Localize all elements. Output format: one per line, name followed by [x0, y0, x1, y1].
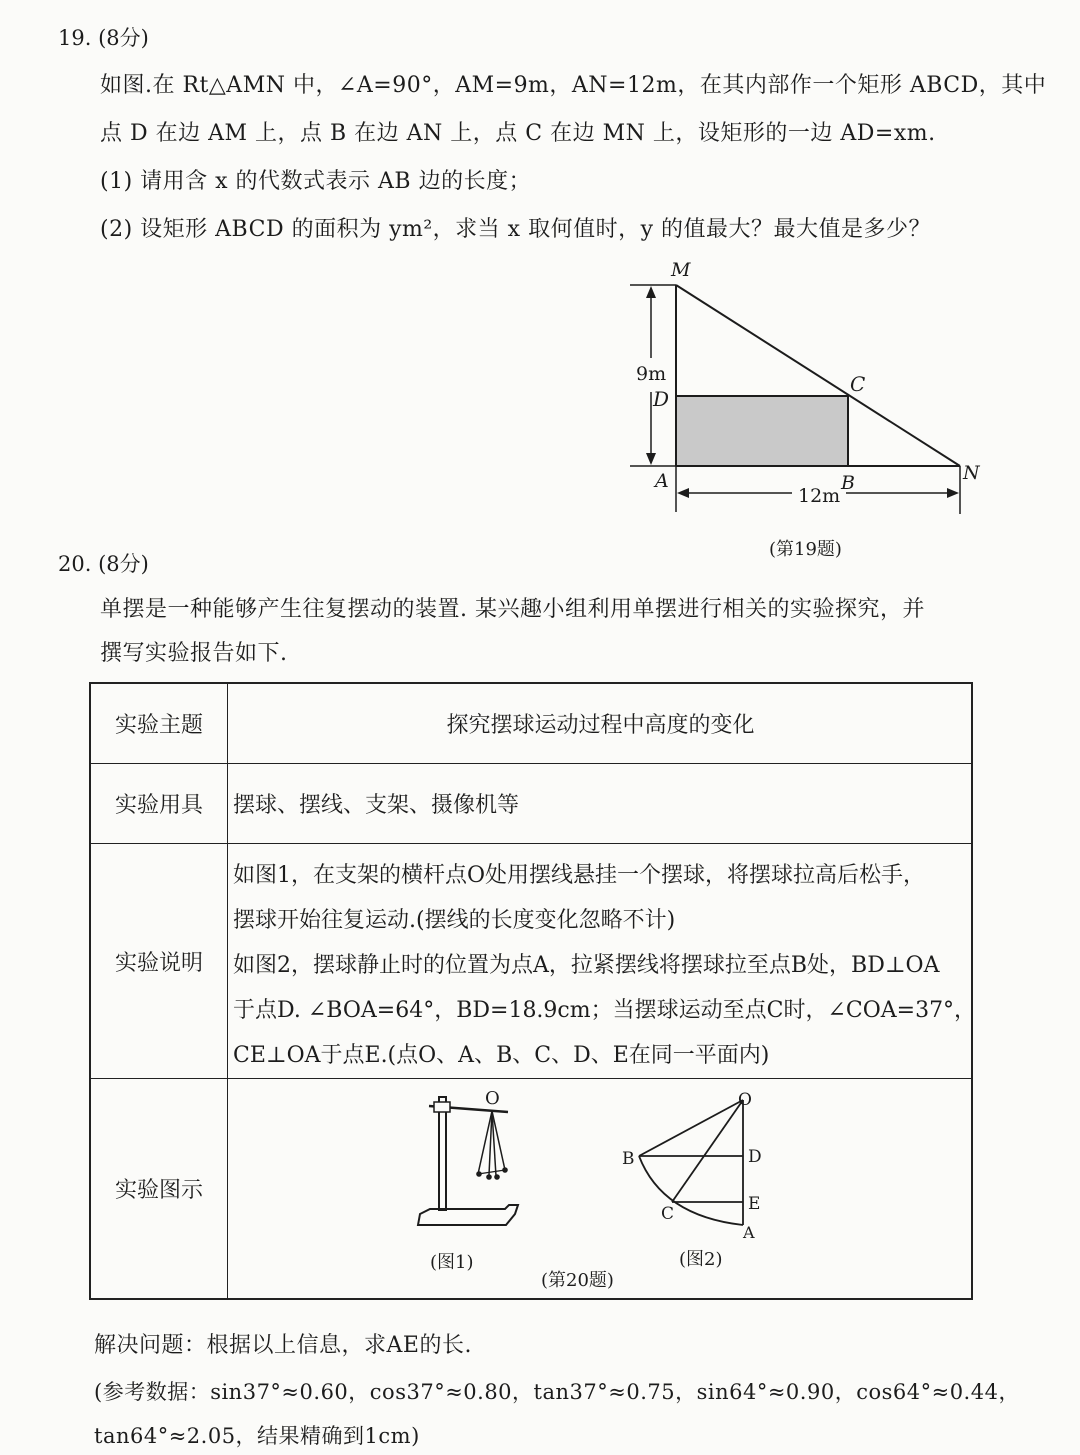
ball-2 [486, 1174, 492, 1180]
q19-triangle-figure [600, 250, 1020, 560]
q19-text-line-1: 如图.在 Rt△AMN 中，∠A=90°，AM=9m，AN=12m，在其内部作一个矩形 ABCD，其中 [100, 73, 1047, 98]
q20-intro-line-2: 撰写实验报告如下. [100, 641, 288, 666]
q19-part-1: (1) 请用含 x 的代数式表示 AB 边的长度； [100, 169, 532, 194]
row-tools [91, 764, 971, 844]
tools-value: 摆球、摆线、支架、摄像机等 [233, 793, 520, 818]
fig2-label-c: C [661, 1204, 675, 1224]
dim-arrow-up-head [646, 286, 656, 298]
fig2-label-e: E [748, 1194, 761, 1214]
desc-content [230, 844, 977, 1078]
fig2-label-b: B [622, 1149, 635, 1169]
ball-1 [476, 1171, 482, 1177]
stand-pole [439, 1097, 446, 1210]
q20-number: 20. [58, 552, 92, 576]
desc-line-4: 于点D. ∠BOA=64°，BD=18.9cm；当摆球运动至点C时，∠COA=37°， [233, 998, 977, 1023]
rectangle-abcd-fill [676, 396, 848, 466]
dim-am-label: 9m [636, 363, 667, 385]
stand-clamp [434, 1102, 450, 1112]
topic-label: 实验主题 [91, 684, 228, 763]
figure-content [230, 1079, 971, 1298]
q20-score: (8分) [98, 552, 149, 576]
q20-solve: 解决问题：根据以上信息，求AE的长. [94, 1333, 472, 1358]
row-figures [91, 1079, 971, 1298]
label-m: M [671, 259, 691, 281]
q20-reference-line-2: tan64°≈2.05，结果精确到1cm) [94, 1424, 420, 1448]
line-ob [639, 1100, 743, 1156]
q20-intro-line-1: 单摆是一种能够产生往复摆动的装置. 某兴趣小组利用单摆进行相关的实验探究，并 [100, 597, 925, 622]
desc-line-1: 如图1，在支架的横杆点O处用摆线悬挂一个摆球，将摆球拉高后松手， [233, 863, 926, 888]
ball-3 [494, 1174, 500, 1180]
q19-part-2: (2) 设矩形 ABCD 的面积为 ym²，求当 x 取何值时，y 的值最大？最大值是多少？ [100, 217, 931, 242]
fig2-label-o: O [738, 1090, 752, 1110]
row-topic [91, 684, 971, 764]
line-oc [672, 1100, 743, 1202]
dim-arrow-down-head [646, 453, 656, 465]
arc-ba [639, 1156, 743, 1225]
figure-label: 实验图示 [91, 1079, 228, 1298]
fig1-label-o: O [485, 1088, 500, 1109]
q19-score: (8分) [98, 26, 149, 50]
q19-number: 19. [58, 26, 92, 50]
label-b: B [841, 472, 855, 494]
ball-4 [502, 1167, 508, 1173]
topic-value: 探究摆球运动过程中高度的变化 [446, 713, 755, 738]
desc-line-5: CE⊥OA于点E.(点O、A、B、C、D、E在同一平面内) [233, 1043, 770, 1068]
dim-arrow-right-head [947, 488, 959, 498]
experiment-table [89, 682, 977, 1300]
q20-header [58, 548, 149, 578]
fig2-label-a: A [743, 1223, 755, 1242]
fig1-caption: (图1) [430, 1252, 474, 1273]
label-c: C [850, 372, 866, 396]
q20-figure-caption: (第20题) [541, 1270, 614, 1291]
label-d: D [653, 387, 670, 411]
label-a: A [655, 470, 669, 492]
desc-line-2: 摆球开始往复运动.(摆线的长度变化忽略不计) [233, 908, 676, 933]
q20-reference-line-1: (参考数据：sin37°≈0.60，cos37°≈0.80，tan37°≈0.75，sin64°≈0.90，cos64°≈0.44， [94, 1380, 1020, 1404]
row-description [91, 844, 977, 1079]
dim-an-label: 12m [798, 485, 841, 507]
label-n: N [963, 462, 980, 484]
stand-base [418, 1205, 518, 1225]
desc-line-3: 如图2，摆球静止时的位置为点A，拉紧摆线将摆球拉至点B处，BD⊥OA [233, 953, 940, 978]
string-bottom [478, 1170, 505, 1174]
q19-header [58, 22, 149, 52]
q19-text-line-2: 点 D 在边 AM 上，点 B 在边 AN 上，点 C 在边 MN 上，设矩形的一边 AD=xm. [100, 121, 936, 146]
fig1-pendulum-stand [418, 1088, 518, 1225]
pendulum-figures [230, 1079, 970, 1298]
desc-label: 实验说明 [91, 844, 228, 1078]
fig2-label-d: D [748, 1147, 762, 1167]
tools-label: 实验用具 [91, 764, 228, 843]
dim-arrow-left-head [677, 488, 689, 498]
fig2-caption: (图2) [679, 1249, 723, 1270]
fig2-geometry [622, 1090, 762, 1242]
q19-caption: (第19题) [769, 539, 842, 560]
